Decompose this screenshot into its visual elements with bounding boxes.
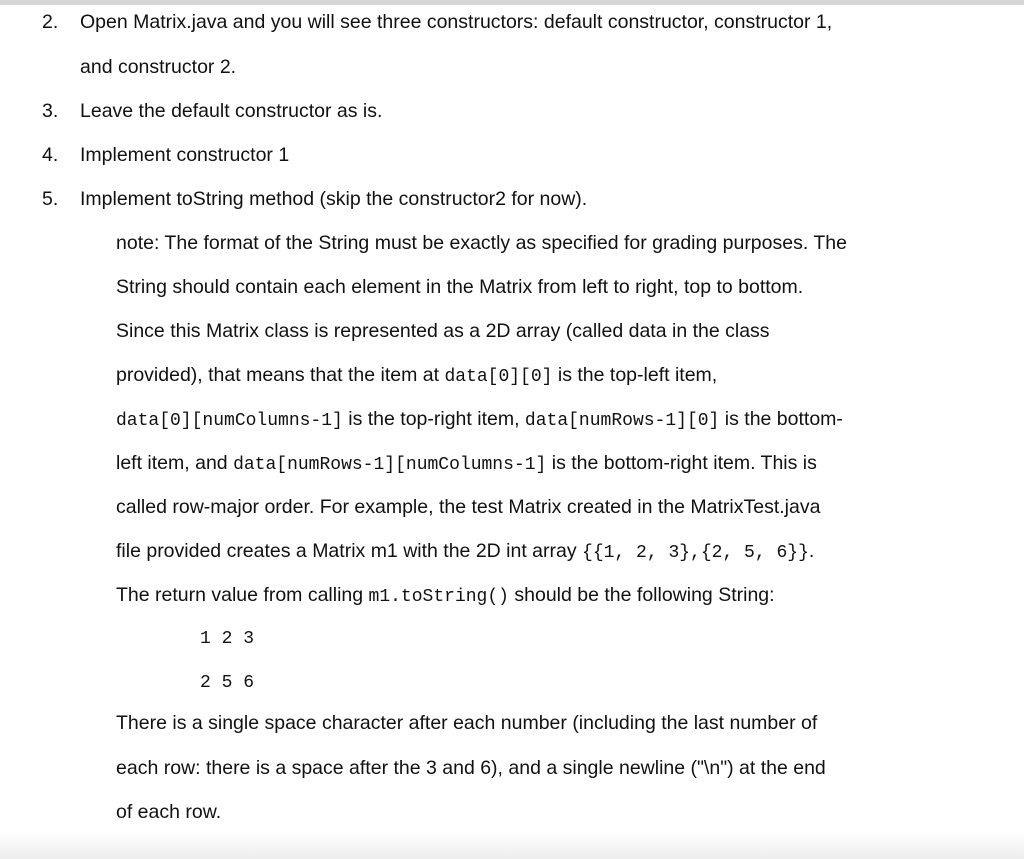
- note-line-12: of each row.: [116, 801, 222, 823]
- list-number: 3.: [42, 100, 59, 122]
- text-segment: file provided creates a Matrix m1 with the 2D int array: [116, 540, 583, 562]
- note-line-10: There is a single space character after each number (including the last number of: [116, 712, 818, 734]
- list-item-text: Leave the default constructor as is.: [80, 100, 383, 122]
- text-segment: should be the following String:: [508, 584, 775, 606]
- list-item-text-continued: and constructor 2.: [80, 56, 237, 78]
- note-line-11: each row: there is a space after the 3 and 6), and a single newline ("\n") at the end: [116, 757, 826, 779]
- top-divider: [0, 0, 1024, 5]
- bottom-edge: [0, 832, 1024, 859]
- list-number: 2.: [42, 11, 59, 33]
- inline-code: m1.toString(): [368, 587, 509, 607]
- inline-code: {{1, 2, 3},{2, 5, 6}}: [582, 543, 809, 563]
- inline-code: data[numRows-1][numColumns-1]: [233, 455, 547, 475]
- inline-code: data[0][0]: [444, 367, 553, 387]
- text-segment: is the bottom-: [719, 408, 843, 430]
- text-segment: The return value from calling: [116, 584, 369, 606]
- text-segment: .: [808, 540, 815, 562]
- list-item-text: Implement constructor 1: [80, 144, 290, 166]
- note-line-2: String should contain each element in the Matrix from left to right, top to bottom.: [116, 276, 804, 298]
- list-item-text: Implement toString method (skip the constructor2 for now).: [80, 188, 588, 210]
- text-segment: is the top-right item,: [342, 408, 525, 430]
- text-segment: is the bottom-right item. This is: [546, 452, 817, 474]
- note-line-6: [116, 449, 817, 479]
- text-segment: left item, and: [116, 452, 234, 474]
- note-line-3: Since this Matrix class is represented as a 2D array (called data in the class: [116, 320, 770, 342]
- note-line-5: [116, 405, 843, 435]
- list-number: 4.: [42, 144, 59, 166]
- list-number: 5.: [42, 188, 59, 210]
- note-line-1: note: The format of the String must be exactly as specified for grading purposes. The: [116, 232, 847, 254]
- output-row-2: 2 5 6: [200, 673, 255, 693]
- inline-code: data[numRows-1][0]: [524, 411, 720, 431]
- note-line-4: [116, 361, 717, 391]
- note-line-7: called row-major order. For example, the test Matrix created in the MatrixTest.java: [116, 496, 821, 518]
- note-line-8: [116, 537, 814, 567]
- text-segment: provided), that means that the item at: [116, 364, 445, 386]
- output-row-1: 1 2 3: [200, 629, 255, 649]
- note-line-9: [116, 581, 775, 611]
- list-item-text: Open Matrix.java and you will see three constructors: default constructor, constructor 1,: [80, 11, 833, 33]
- text-segment: is the top-left item,: [552, 364, 718, 386]
- inline-code: data[0][numColumns-1]: [116, 411, 343, 431]
